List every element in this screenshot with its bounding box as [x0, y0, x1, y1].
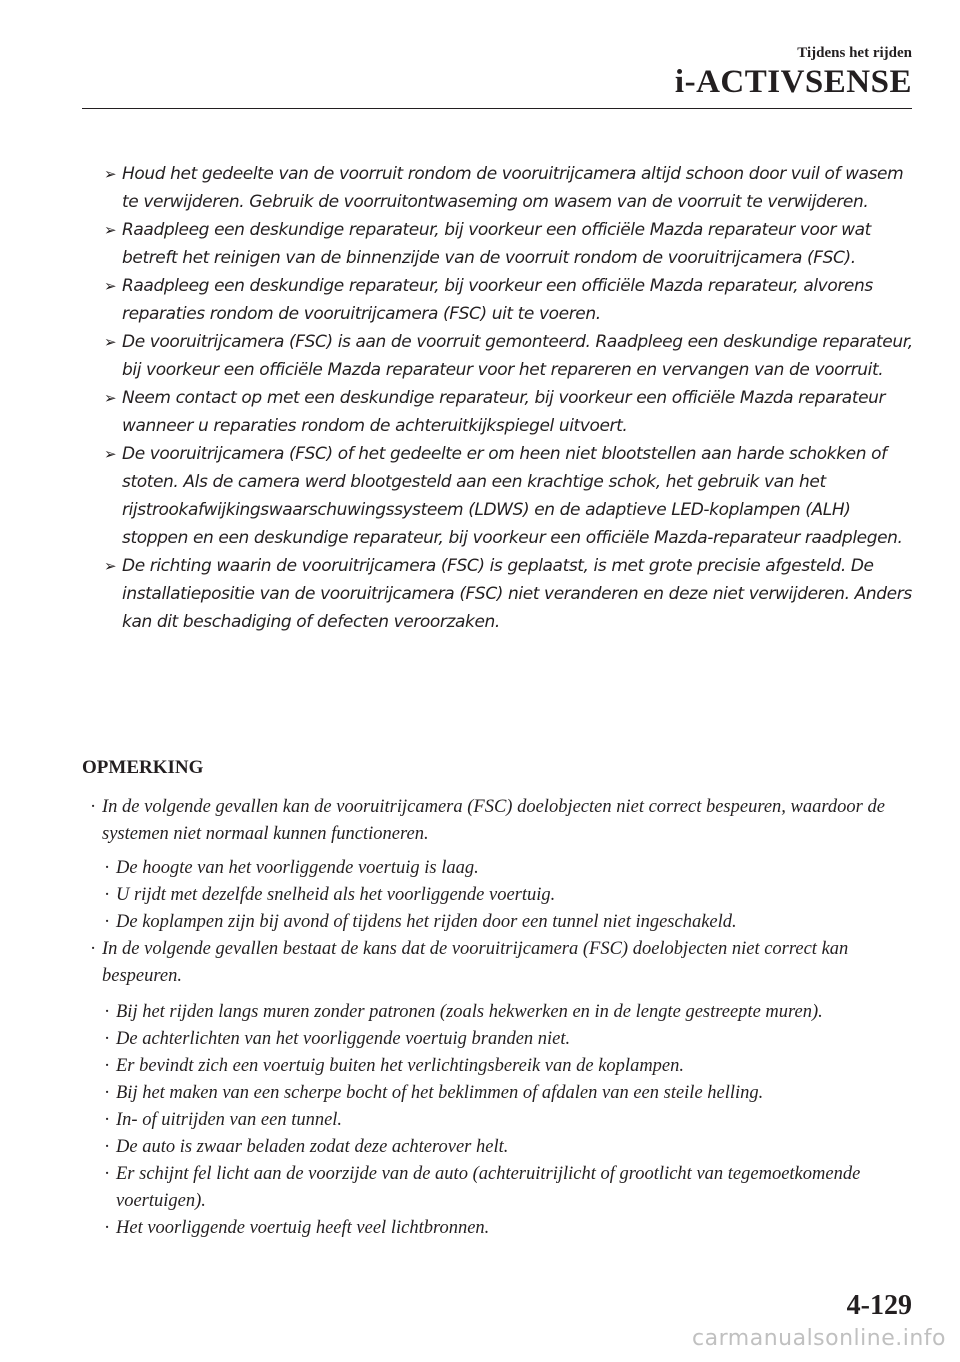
page-number: 4-129 — [846, 1290, 912, 1321]
arrow-bullet-icon: ➢ — [104, 165, 117, 183]
note-item: · In de volgende gevallen kan de vooruitrijcamera (FSC) doelobjecten niet correct bespeuren, waardoor de systemen niet normaal kunnen functioneren. — [90, 794, 912, 848]
note-subitem: · De auto is zwaar beladen zodat deze achterover helt. — [104, 1134, 912, 1161]
caution-item: ➢ De vooruitrijcamera (FSC) is aan de voorruit gemonteerd. Raadpleeg een deskundige reparateur, bij voorkeur een officiële Mazda reparateur voor het repareren en vervangen van de voorruit. — [104, 328, 916, 384]
header-rule — [82, 108, 912, 109]
note-title: OPMERKING — [82, 757, 204, 778]
note-subitem: · De hoogte van het voorliggende voertuig is laag. — [104, 855, 912, 882]
caution-item: ➢ Neem contact op met een deskundige reparateur, bij voorkeur een officiële Mazda reparateur wanneer u reparaties rondom de achteruitkijkspiegel uitvoert. — [104, 384, 916, 440]
chapter-title: i-ACTIVSENSE — [674, 64, 912, 100]
caution-item: ➢ Houd het gedeelte van de voorruit rondom de vooruitrijcamera altijd schoon door vuil of wasem te verwijderen. Gebruik de voorruitontwaseming om wasem van de voorruit te verwijderen. — [104, 160, 916, 216]
caution-item: ➢ De vooruitrijcamera (FSC) of het gedeelte er om heen niet blootstellen aan harde schokken of stoten. Als de camera werd blootgesteld aan een krachtige schok, het gebruik van het rijstrookafwijkingswaarschuwingssysteem (LDWS) en de adaptieve LED-koplampen (ALH) stoppen en een deskundige reparateur, bij voorkeur een officiële Mazda-reparateur raadplegen. — [104, 440, 916, 552]
bullet-dot-icon: · — [90, 797, 97, 817]
note-list — [90, 794, 912, 1242]
caution-item: ➢ Raadpleeg een deskundige reparateur, bij voorkeur een officiële Mazda reparateur, alvorens reparaties rondom de vooruitrijcamera (FSC) uit te voeren. — [104, 272, 916, 328]
watermark-text: carmanualsonline.info — [692, 1326, 946, 1351]
note-subitem: · Het voorliggende voertuig heeft veel lichtbronnen. — [104, 1215, 912, 1242]
caution-item: ➢ De richting waarin de vooruitrijcamera (FSC) is geplaatst, is met grote precisie afgesteld. De installatiepositie van de vooruitrijcamera (FSC) niet veranderen en deze niet verwijderen. Anders kan dit beschadiging of defecten veroorzaken. — [104, 552, 916, 636]
note-subitem: · In- of uitrijden van een tunnel. — [104, 1107, 912, 1134]
bullet-dot-icon: · — [104, 1137, 111, 1157]
bullet-dot-icon: · — [104, 1110, 111, 1130]
bullet-dot-icon: · — [104, 1218, 111, 1238]
bullet-dot-icon: · — [104, 1029, 111, 1049]
bullet-dot-icon: · — [104, 1164, 111, 1184]
note-subitem: · De achterlichten van het voorliggende voertuig branden niet. — [104, 1026, 912, 1053]
note-subitem: · Bij het rijden langs muren zonder patronen (zoals hekwerken en in de lengte gestreepte muren). — [104, 999, 912, 1026]
bullet-dot-icon: · — [104, 885, 111, 905]
arrow-bullet-icon: ➢ — [104, 445, 117, 463]
note-subitem: · Er schijnt fel licht aan de voorzijde van de auto (achteruitrijlicht of grootlicht van tegemoetkomende voertuigen). — [104, 1161, 912, 1215]
arrow-bullet-icon: ➢ — [104, 333, 117, 351]
arrow-bullet-icon: ➢ — [104, 557, 117, 575]
page-header — [675, 44, 912, 102]
bullet-dot-icon: · — [104, 1002, 111, 1022]
note-subitem: · U rijdt met dezelfde snelheid als het voorliggende voertuig. — [104, 882, 912, 909]
bullet-dot-icon: · — [104, 1083, 111, 1103]
bullet-dot-icon: · — [104, 858, 111, 878]
arrow-bullet-icon: ➢ — [104, 277, 117, 295]
bullet-dot-icon: · — [90, 939, 97, 959]
note-subitem: · De koplampen zijn bij avond of tijdens het rijden door een tunnel niet ingeschakeld. — [104, 909, 912, 936]
arrow-bullet-icon: ➢ — [104, 221, 117, 239]
caution-item: ➢ Raadpleeg een deskundige reparateur, bij voorkeur een officiële Mazda reparateur voor wat betreft het reinigen van de binnenzijde van de voorruit rondom de vooruitrijcamera (FSC). — [104, 216, 916, 272]
section-title: Tijdens het rijden — [797, 45, 912, 61]
caution-list — [104, 160, 916, 636]
bullet-dot-icon: · — [104, 1056, 111, 1076]
note-subitem: · Bij het maken van een scherpe bocht of het beklimmen of afdalen van een steile helling. — [104, 1080, 912, 1107]
note-item: · In de volgende gevallen bestaat de kans dat de vooruitrijcamera (FSC) doelobjecten niet correct kan bespeuren. — [90, 936, 912, 990]
note-subitem: · Er bevindt zich een voertuig buiten het verlichtingsbereik van de koplampen. — [104, 1053, 912, 1080]
arrow-bullet-icon: ➢ — [104, 389, 117, 407]
bullet-dot-icon: · — [104, 912, 111, 932]
note-subitem-group — [90, 999, 912, 1242]
note-subitem-group — [90, 855, 912, 936]
